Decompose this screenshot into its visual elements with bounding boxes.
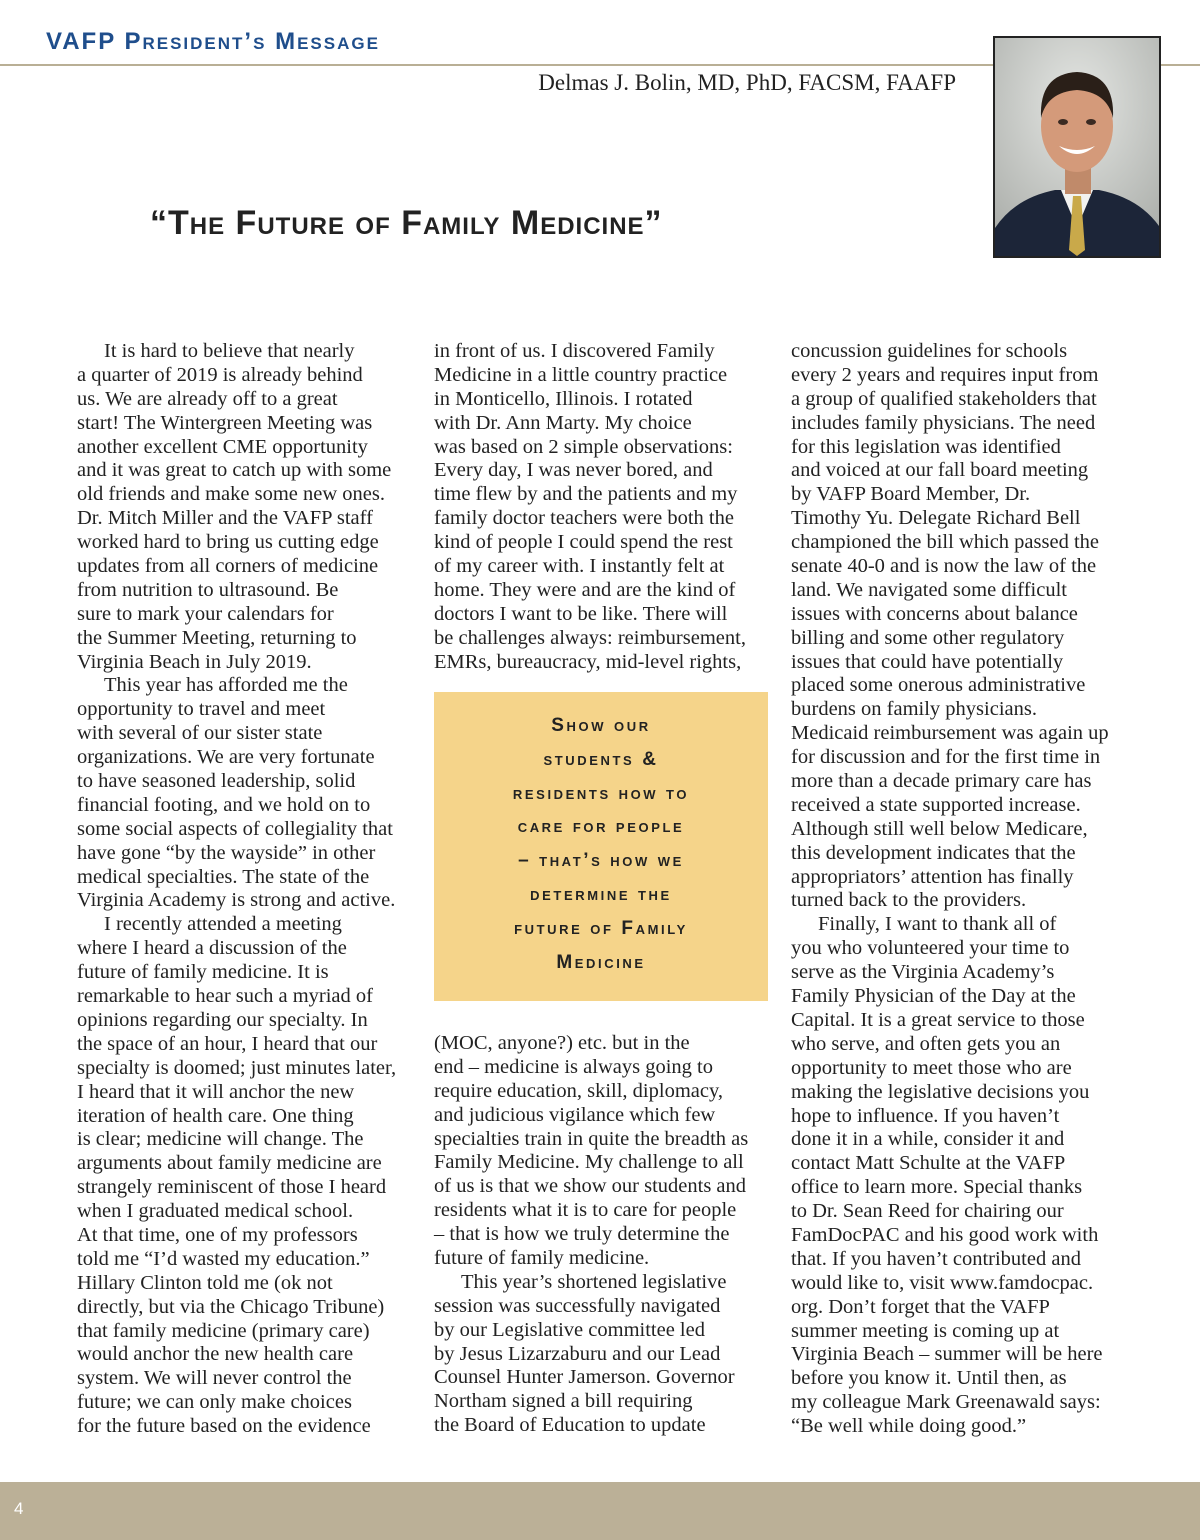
text-line: another excellent CME opportunity [77,435,368,458]
text-line: appropriators’ attention has finally [791,865,1074,888]
text-line: Family Physician of the Day at the [791,985,1076,1008]
text-line: Every day, I was never bored, and [434,459,713,482]
text-line: This year’s shortened legislative [461,1270,727,1293]
pull-quote-line: care for people [517,816,685,838]
text-line: my colleague Mark Greenawald says: [791,1391,1101,1414]
article-title: “The Future of Family Medicine” [150,204,663,242]
pull-quote [434,692,768,1001]
text-line: contact Matt Schulte at the VAFP [791,1152,1066,1175]
text-line: iteration of health care. One thing [77,1104,354,1127]
text-line: Dr. Mitch Miller and the VAFP staff [77,507,373,530]
text-line: Medicaid reimbursement was again up [791,722,1109,745]
text-line: require education, skill, diplomacy, [434,1079,724,1102]
text-line: done it in a while, consider it and [791,1128,1065,1151]
text-line: when I graduated medical school. [77,1200,354,1223]
pull-quote-line: – that’s how we [518,850,684,872]
text-line: end – medicine is always going to [434,1055,713,1078]
pull-quote-line: Medicine [556,951,646,973]
text-line: serve as the Virginia Academy’s [791,961,1055,984]
text-line: Virginia Academy is strong and active. [77,889,396,912]
text-line: was based on 2 simple observations: [434,435,733,458]
text-line: for the future based on the evidence [77,1415,371,1438]
page-number: 4 [14,1499,24,1518]
column-1 [77,340,396,1439]
text-line: placed some onerous administrative [791,674,1086,697]
text-line: turned back to the providers. [791,889,1027,912]
text-line: It is hard to believe that nearly [104,340,355,362]
text-line: of us is that we show our students and [434,1175,747,1198]
text-line: (MOC, anyone?) etc. but in the [434,1032,690,1054]
text-line: opportunity to travel and meet [77,698,326,721]
text-line: remarkable to hear such a myriad of [77,985,373,1008]
text-line: updates from all corners of medicine [77,555,379,578]
text-line: with several of our sister state [77,722,323,745]
text-line: of my career with. I instantly felt at [434,555,725,578]
text-line: future of family medicine. It is [77,961,329,984]
text-line: EMRs, bureaucracy, mid-level rights, [434,650,742,673]
text-line: told me “I’d wasted my education.” [77,1247,370,1270]
text-line: be challenges always: reimbursement, [434,626,746,649]
text-line: office to learn more. Special thanks [791,1176,1083,1199]
text-line: from nutrition to ultrasound. Be [77,578,339,601]
text-line: us. We are already off to a great [77,387,338,410]
text-line: time flew by and the patients and my [434,483,738,506]
text-line: and judicious vigilance which few [434,1103,716,1126]
text-line: Timothy Yu. Delegate Richard Bell [791,507,1081,530]
text-line: FamDocPAC and his good work with [791,1223,1099,1246]
text-line: by VAFP Board Member, Dr. [791,483,1031,506]
text-line: received a state supported increase. [791,793,1081,816]
text-line: a group of qualified stakeholders that [791,387,1097,410]
text-line: issues with concerns about balance [791,602,1078,625]
text-line: organizations. We are very fortunate [77,746,375,769]
text-line: Finally, I want to thank all of [818,913,1057,936]
text-line: This year has afforded me the [104,674,348,697]
text-line: summer meeting is coming up at [791,1319,1060,1342]
text-line: the space of an hour, I heard that our [77,1032,378,1055]
pull-quote-line: residents how to [512,782,690,804]
text-line: opportunity to meet those who are [791,1056,1072,1079]
text-line: Virginia Beach – summer will be here [791,1343,1103,1366]
text-line: system. We will never control the [77,1367,352,1390]
text-line: some social aspects of collegiality that [77,817,393,840]
text-line: the Summer Meeting, returning to [77,626,357,649]
section-title [46,28,380,56]
portrait-icon [995,38,1159,256]
text-line: strangely reminiscent of those I heard [77,1176,387,1199]
text-line: Family Medicine. My challenge to all [434,1151,744,1174]
text-line: in front of us. I discovered Family [434,340,715,362]
text-line: Medicine in a little country practice [434,363,728,386]
text-line: future of family medicine. [434,1247,650,1270]
text-line: kind of people I could spend the rest [434,531,733,554]
text-line: for discussion and for the first time in [791,746,1101,769]
text-line: who serve, and often gets you an [791,1032,1061,1055]
text-line: where I heard a discussion of the [77,937,347,960]
text-line: directly, but via the Chicago Tribune) [77,1295,385,1318]
text-line: hope to influence. If you haven’t [791,1104,1060,1127]
pull-quote-line: Show our [551,715,651,736]
text-line: doctors I want to be like. There will [434,602,728,625]
text-line: to Dr. Sean Reed for chairing our [791,1200,1064,1223]
author-byline: Delmas J. Bolin, MD, PhD, FACSM, FAAFP [538,70,956,95]
text-line: Counsel Hunter Jamerson. Governor [434,1366,735,1389]
text-line: would like to, visit www.famdocpac. [791,1271,1094,1294]
text-line: by our Legislative committee led [434,1318,705,1341]
text-line: this development indicates that the [791,841,1076,864]
text-line: I heard that it will anchor the new [77,1080,355,1103]
text-line: concussion guidelines for schools [791,340,1068,362]
text-line: issues that could have potentially [791,650,1064,673]
text-line: At that time, one of my professors [77,1223,358,1246]
author-photo [993,36,1161,258]
text-line: billing and some other regulatory [791,626,1065,649]
text-line: more than a decade primary care has [791,770,1092,793]
text-line: specialty is doomed; just minutes later, [77,1056,397,1079]
footer-bar [0,1482,1200,1540]
pull-quote-line: students & [543,748,659,770]
pull-quote-line: determine the [530,883,672,905]
text-line: championed the bill which passed the [791,531,1099,554]
text-line: would anchor the new health care [77,1343,354,1366]
text-line: worked hard to bring us cutting edge [77,531,379,554]
column-3 [791,340,1109,1439]
text-line: making the legislative decisions you [791,1080,1090,1103]
text-line: specialties train in quite the breadth as [434,1127,749,1150]
text-line: and it was great to catch up with some [77,459,392,482]
text-line: land. We navigated some difficult [791,578,1067,601]
text-line: burdens on family physicians. [791,698,1037,721]
pull-quote-line: future of Family [514,917,688,939]
text-line: every 2 years and requires input from [791,363,1099,386]
text-line: opinions regarding our specialty. In [77,1008,368,1031]
column-2-top [434,340,746,674]
text-line: sure to mark your calendars for [77,602,334,625]
text-line: senate 40-0 and is now the law of the [791,555,1097,578]
text-line: home. They were and are the kind of [434,578,736,601]
text-line: residents what it is to care for people [434,1199,737,1222]
text-line: have gone “by the wayside” in other [77,841,376,864]
text-line: you who volunteered your time to [791,937,1070,960]
text-line: in Monticello, Illinois. I rotated [434,387,693,410]
text-line: “Be well while doing good.” [791,1415,1027,1438]
text-line: Hillary Clinton told me (ok not [77,1271,333,1294]
text-line: Although still well below Medicare, [791,817,1088,840]
text-line: is clear; medicine will change. The [77,1128,364,1151]
text-line: Capital. It is a great service to those [791,1008,1085,1031]
text-line: includes family physicians. The need [791,411,1096,434]
text-line: that family medicine (primary care) [77,1319,370,1342]
text-line: for this legislation was identified [791,435,1061,458]
text-line: – that is how we truly determine the [434,1223,730,1246]
text-line: old friends and make some new ones. [77,483,385,506]
text-line: medical specialties. The state of the [77,865,370,888]
text-line: Virginia Beach in July 2019. [77,650,312,673]
column-2-bottom [434,1032,748,1438]
text-line: future; we can only make choices [77,1391,352,1414]
text-line: with Dr. Ann Marty. My choice [434,411,692,434]
text-line: a quarter of 2019 is already behind [77,363,363,386]
section-title-text: VAFP President’s Message [46,28,380,55]
text-line: that. If you haven’t contributed and [791,1247,1081,1270]
text-line: before you know it. Until then, as [791,1367,1067,1390]
text-line: to have seasoned leadership, solid [77,770,356,793]
text-line: by Jesus Lizarzaburu and our Lead [434,1342,721,1365]
text-line: financial footing, and we hold on to [77,793,371,816]
text-line: and voiced at our fall board meeting [791,459,1089,482]
text-line: session was successfully navigated [434,1294,721,1317]
text-line: org. Don’t forget that the VAFP [791,1295,1050,1318]
text-line: start! The Wintergreen Meeting was [77,411,373,434]
text-line: I recently attended a meeting [104,913,342,936]
text-line: family doctor teachers were both the [434,507,734,530]
text-line: arguments about family medicine are [77,1152,382,1175]
text-line: Northam signed a bill requiring [434,1390,693,1413]
text-line: the Board of Education to update [434,1414,706,1437]
